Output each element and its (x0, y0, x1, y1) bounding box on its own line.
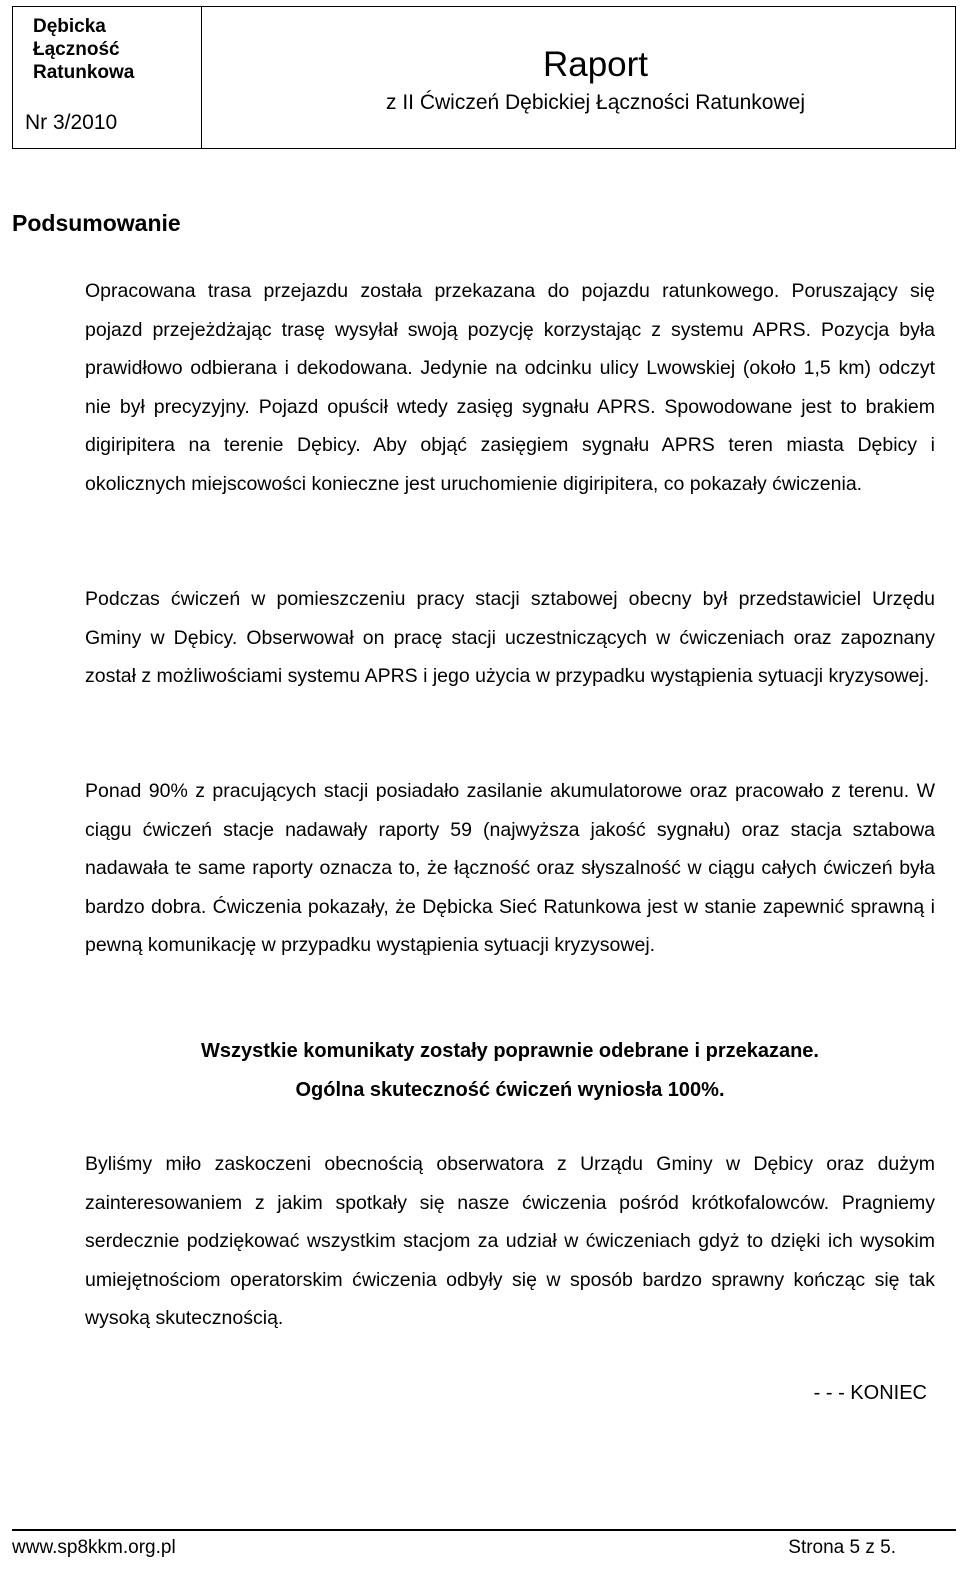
summary-highlight (85, 1032, 935, 1109)
header-title-box (201, 7, 955, 148)
highlight-line1: Wszystkie komunikaty zostały poprawnie odebrane i przekazane. (201, 1040, 819, 1062)
footer-url-link[interactable]: www.sp8kkm.org.pl (12, 1537, 176, 1558)
report-number: Nr 3/2010 (25, 111, 118, 134)
section-title: Podsumowanie (12, 210, 181, 236)
paragraph-text: Opracowana trasa przejazdu została przekazana do pojazdu ratunkowego. Poruszający się pojazd przejeżdżając trasę wysyłał swoją pozycję korzystając z systemu APRS. Pozycja była prawidłowo odbierana i dekodowana. Jedynie na odcinku ulicy Lwowskiej (około 1,5 km) odczyt nie był precyzyjny. Pojazd opuścił wtedy zasięg sygnału APRS. Spowodowane jest to brakiem digiripitera na terenie Dębicy. Aby objąć zasięgiem sygnału APRS teren miasta Dębicy i okolicznych miejscowości konieczne jest uruchomienie digiripitera, co pokazały ćwiczenia. (85, 280, 935, 495)
header-org-box (13, 7, 202, 148)
highlight-line2: Ogólna skuteczność ćwiczeń wyniosła 100%. (295, 1078, 725, 1101)
paragraph-text: Ponad 90% z pracujących stacji posiadało zasilanie akumulatorowe oraz pracowało z terenu. W ciągu ćwiczeń stacje nadawały raporty 59 (najwyższa jakość sygnału) oraz stacja sztabowa nadawała te same raporty oznacza to, że łączność oraz słyszalność w ciągu całych ćwiczeń była bardzo dobra. Ćwiczenia pokazały, że Dębicka Sieć Ratunkowa jest w stanie zapewnić sprawną i pewną komunikację w przypadku wystąpienia sytuacji kryzysowej. (85, 780, 935, 957)
org-name-line3: Ratunkowa (33, 62, 135, 83)
report-header (12, 6, 956, 149)
report-title: Raport (542, 45, 649, 84)
paragraph-3 (85, 772, 935, 965)
paragraph-text: Byliśmy miło zaskoczeni obecnością obserwatora z Urządu Gminy w Dębicy oraz dużym zainteresowaniem z jakim spotkały się nasze ćwiczenia pośród krótkofalowców. Pragniemy serdecznie podziękować wszystkim stacjom za udział w ćwiczeniach gdyż to dzięki ich wysokim umiejętnościom operatorskim ćwiczenia odbyły się w sposób bardzo sprawny kończąc się tak wysoką skutecznością. (85, 1153, 935, 1330)
org-name-line1: Dębicka (33, 16, 106, 37)
report-subtitle: z II Ćwiczeń Dębickiej Łączności Ratunkowej (385, 91, 805, 114)
paragraph-text: Podczas ćwiczeń w pomieszczeniu pracy stacji sztabowej obecny był przedstawiciel Urzędu Gminy w Dębicy. Obserwował on pracę stacji uczestniczących w ćwiczeniach oraz zapoznany został z możliwościami systemu APRS i jego użycia w przypadku wystąpienia sytuacji kryzysowej. (85, 588, 935, 688)
paragraph-2 (85, 580, 935, 696)
page-footer (12, 1529, 956, 1595)
org-name-line2: Łączność (33, 39, 120, 60)
page-number: Strona 5 z 5. (788, 1537, 896, 1558)
paragraph-1 (85, 272, 935, 504)
paragraph-4 (85, 1145, 935, 1338)
org-name (33, 15, 134, 84)
end-mark: - - - KONIEC (813, 1382, 927, 1404)
